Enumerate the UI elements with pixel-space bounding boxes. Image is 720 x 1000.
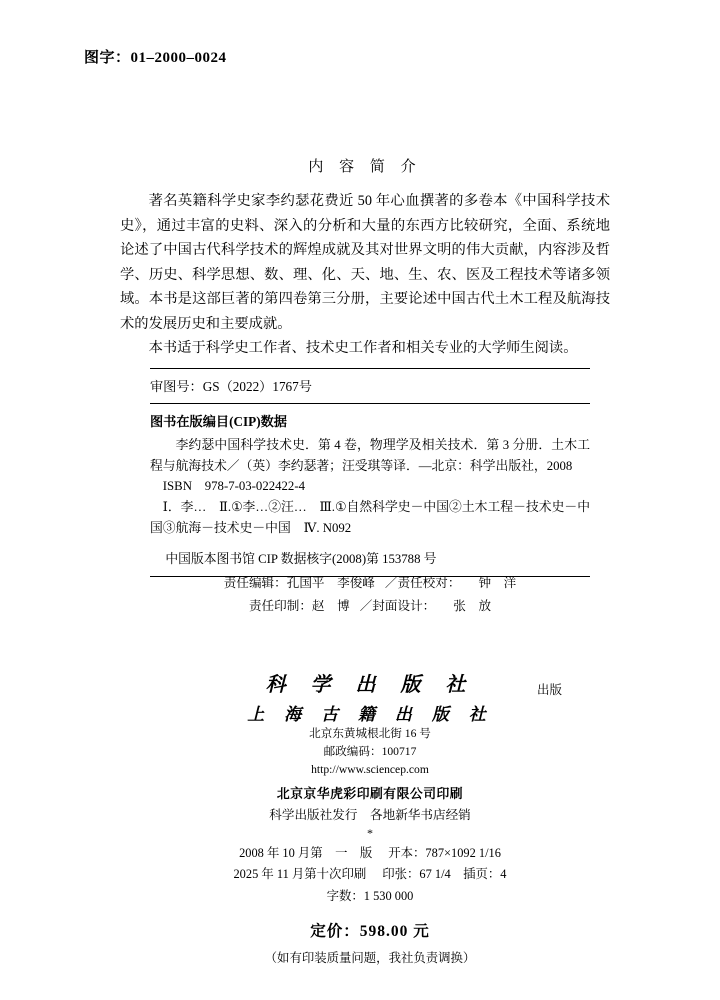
publisher-name-row bbox=[150, 668, 590, 702]
separator-star: * bbox=[367, 825, 373, 840]
imprint-line-3: 字数：1 530 000 bbox=[326, 888, 414, 903]
cip-line-isbn: ISBN 978-7-03-022422-4 bbox=[162, 479, 305, 494]
label-proofreader: ／责任校对： bbox=[384, 576, 461, 590]
credits-line-production bbox=[150, 595, 590, 618]
cip-approval-number: 审图号：GS（2022）1767号 bbox=[150, 379, 312, 394]
content-summary-section bbox=[120, 155, 610, 361]
price-label: 定价：598.00 元 bbox=[310, 922, 430, 940]
edition-text: 2008 年 10 月第 一 版 bbox=[239, 845, 373, 860]
proofreader-name: 钟 洋 bbox=[478, 576, 517, 590]
cip-line-classification: Ⅰ．李… Ⅱ.①李…②汪… Ⅲ.①自然科学史－中国②土木工程－技术史－中国③航海－技术史－中国 Ⅳ. N092 bbox=[150, 500, 590, 535]
sheets-text: 印张：67 1/4 插页：4 bbox=[382, 867, 507, 882]
cip-section bbox=[150, 368, 590, 584]
divider-top bbox=[150, 368, 590, 369]
credits-line-editor bbox=[150, 572, 590, 595]
content-summary-paragraph-1: 著名英籍科学史家李约瑟花费近 50 年心血撰著的多卷本《中国科学技术史》，通过丰富的史料、深入的分析和大量的东西方比较研究，全面、系统地论述了中国古代科学技术的辉煌成就及其对世界文明的伟大贡献，内容涉及哲学、历史、科学思想、数、理、化、天、地、生、农、医及工程技术等诸多领域。本书是这部巨著的第四卷第三分册，主要论述中国古代土木工程及航海技术的发展历史和主要成就。 bbox=[120, 193, 610, 332]
label-cover-design: ／封面设计： bbox=[359, 599, 436, 614]
printer-line bbox=[150, 783, 590, 802]
imprint-line-1 bbox=[150, 843, 590, 864]
publisher-address: 北京东黄城根北街 16 号 bbox=[309, 727, 431, 740]
publisher-section bbox=[150, 668, 590, 966]
publisher-name: 科 学 出 版 社 bbox=[265, 672, 475, 696]
editor-names: 孔国平 李俊峰 bbox=[286, 576, 375, 590]
cip-line-1: 李约瑟中国科学技术史．第 4 卷，物理学及相关技术．第 3 分册．土木工程与航海技术／（英）李约瑟著；汪受琪等译．—北京：科学出版社，2008 bbox=[150, 438, 590, 473]
credits-section bbox=[150, 572, 590, 619]
publisher-name-suffix: 出版 bbox=[536, 683, 562, 697]
content-summary-title: 内 容 简 介 bbox=[308, 159, 422, 175]
divider-mid bbox=[150, 403, 590, 404]
printer-suffix: 印刷 bbox=[436, 786, 464, 801]
format-text: 开本：787×1092 1/16 bbox=[388, 845, 501, 860]
printing-text: 2025 年 11 月第十次印刷 bbox=[233, 867, 367, 882]
imprint-line-2 bbox=[150, 864, 590, 885]
publisher-postcode: 邮政编码：100717 bbox=[323, 744, 417, 758]
cip-heading: 图书在版编目(CIP)数据 bbox=[150, 414, 287, 429]
label-responsible-printing: 责任印制： bbox=[248, 599, 312, 614]
label-responsible-editor: 责任编辑： bbox=[223, 576, 287, 590]
cip-core-number: 中国版本图书馆 CIP 数据核字(2008)第 153788 号 bbox=[165, 551, 437, 566]
publisher-website: http://www.sciencep.com bbox=[311, 762, 429, 776]
map-approval-code: 图字：01–2000–0024 bbox=[84, 50, 227, 66]
content-summary-paragraph-2: 本书适于科学史工作者、技术史工作者和相关专业的大学师生阅读。 bbox=[148, 340, 578, 357]
distribution-line: 科学出版社发行 各地新华书店经销 bbox=[269, 807, 471, 822]
printer-name: 北京京华虎彩印刷有限公司 bbox=[276, 786, 437, 801]
cover-designer-name: 张 放 bbox=[453, 599, 492, 614]
quality-note: （如有印装质量问题，我社负责调换） bbox=[264, 950, 476, 965]
publisher-name-secondary: 上 海 古 籍 出 版 社 bbox=[247, 705, 493, 725]
printing-name: 赵 博 bbox=[311, 599, 350, 614]
